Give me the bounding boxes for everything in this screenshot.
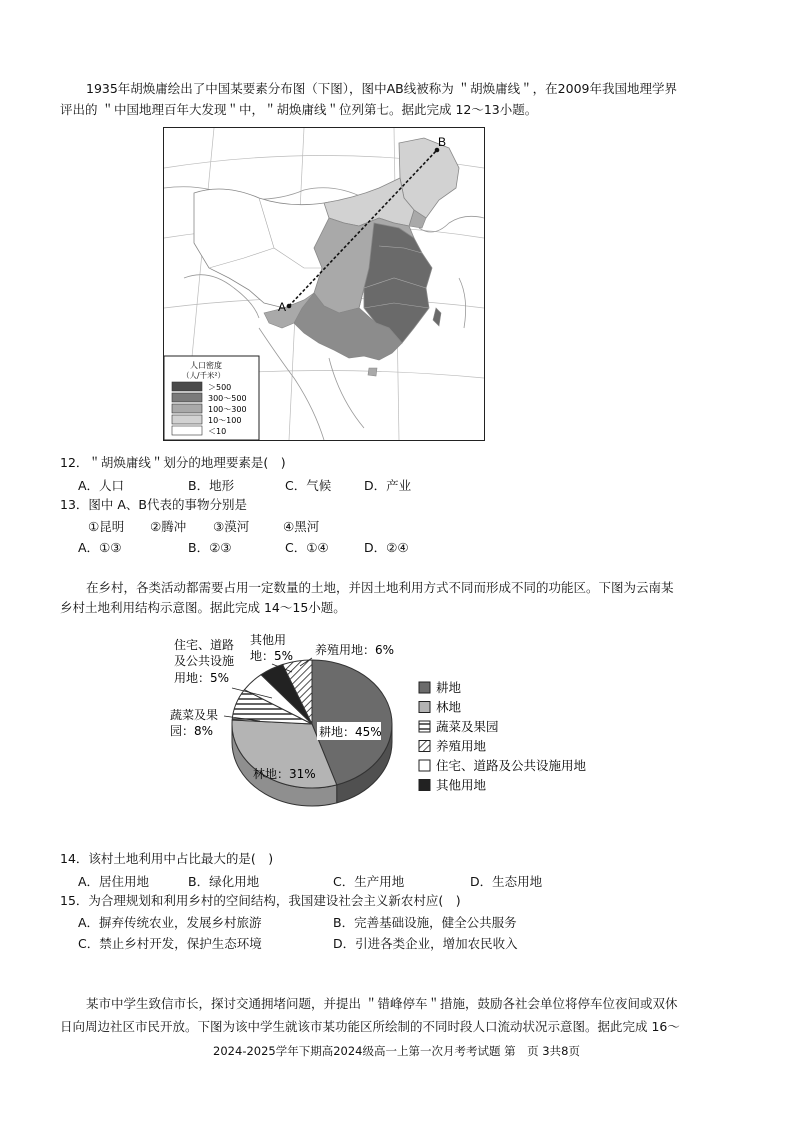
pie-legend-swatch-2 <box>419 721 430 732</box>
intro-3-line-1: 某市中学生致信市长，探讨交通拥堵问题，并提出 ＂错峰停车＂措施，鼓励各社会单位将停车位夜间或双休 <box>86 996 678 1011</box>
legend-label-4: ＜10 <box>208 427 227 436</box>
pie-legend-label-1: 林地 <box>436 699 462 715</box>
q14-option-b[interactable]: B．绿化用地 <box>188 874 260 889</box>
label-a: A <box>278 300 287 314</box>
pie-label-forest: 林地：31% <box>253 767 316 781</box>
point-a <box>287 304 292 309</box>
intro-2-line-2: 乡村土地利用结构示意图。据此完成 14～15小题。 <box>60 600 346 615</box>
pie-legend-swatch-0 <box>419 682 430 693</box>
legend-label-1: 300～500 <box>208 394 247 403</box>
intro-3-line-2: 日向周边社区市民开放。下图为该中学生就该市某功能区所绘制的不同时段人口流动状况示意图。据此完成 16～ <box>60 1019 680 1034</box>
q13-item-3: ③漠河 <box>213 519 250 534</box>
pie-legend-label-4: 住宅、道路及公共设施用地 <box>436 758 587 773</box>
map-region-north <box>324 178 414 226</box>
q13-option-c[interactable]: C．①④ <box>285 540 329 555</box>
pie-label-farm: 耕地：45% <box>319 725 382 739</box>
pie-legend-swatch-1 <box>419 702 430 713</box>
pie-label-other-l2: 地：5% <box>250 649 294 663</box>
legend-unit: （人/千米²） <box>182 371 226 380</box>
intro-1-line-1: 1935年胡焕庸绘出了中国某要素分布图（下图），图中AB线被称为 ＂胡焕庸线＂，在2009年我国地理学界 <box>86 81 677 96</box>
q12-option-a[interactable]: A．人口 <box>78 478 125 493</box>
q14-option-a[interactable]: A．居住用地 <box>78 874 150 889</box>
legend-label-2: 100～300 <box>208 405 247 414</box>
legend-swatch-1 <box>172 393 202 402</box>
q15-stem: 15．为合理规划和利用乡村的空间结构，我国建设社会主义新农村应( ) <box>60 893 461 908</box>
map-svg <box>164 128 484 440</box>
q15-option-d[interactable]: D．引进各类企业，增加农民收入 <box>333 936 518 951</box>
intro-2-line-1: 在乡村，各类活动都需要占用一定数量的土地，并因土地利用方式不同而形成不同的功能区。下图为云南某 <box>86 580 674 595</box>
pie-label-breed: 养殖用地：6% <box>315 643 395 657</box>
q15-option-a[interactable]: A．摒弃传统农业，发展乡村旅游 <box>78 915 262 930</box>
q13-option-a[interactable]: A．①③ <box>78 540 122 555</box>
q15-option-c[interactable]: C．禁止乡村开发，保护生态环境 <box>78 936 262 951</box>
pie-label-other-l1: 其他用 <box>250 633 287 647</box>
q13-stem: 13．图中 A、B代表的事物分别是 <box>60 497 248 512</box>
page-footer: 2024-2025学年下期高2024级高一上第一次月考考试题 第 页 3共8页 <box>213 1044 580 1058</box>
pie-svg <box>160 632 600 832</box>
pie-label-veg-l1: 蔬菜及果 <box>170 708 219 722</box>
pie-legend-label-0: 耕地 <box>436 680 462 695</box>
pie-label-res-l3: 用地：5% <box>174 671 230 685</box>
q12-option-b[interactable]: B．地形 <box>188 478 235 493</box>
legend-swatch-0 <box>172 382 202 391</box>
q12-option-d[interactable]: D．产业 <box>364 478 412 493</box>
q13-item-1: ①昆明 <box>88 519 125 534</box>
q13-item-2: ②腾冲 <box>150 519 187 534</box>
land-use-pie-chart <box>160 632 600 832</box>
label-b: B <box>438 135 447 149</box>
q14-stem: 14．该村土地利用中占比最大的是( ) <box>60 851 274 866</box>
pie-legend-swatch-4 <box>419 760 430 771</box>
pie-label-res-l1: 住宅、道路 <box>174 638 235 652</box>
intro-1-line-2: 评出的 ＂中国地理百年大发现＂中，＂胡焕庸线＂位列第七。据此完成 12～13小题。 <box>60 102 538 117</box>
pie-legend-swatch-3 <box>419 741 430 752</box>
legend-swatch-2 <box>172 404 202 413</box>
pie-label-res-l2: 及公共设施 <box>174 654 235 668</box>
q13-item-4: ④黑河 <box>283 519 320 534</box>
population-density-map <box>163 127 485 441</box>
q12-option-c[interactable]: C．气候 <box>285 478 332 493</box>
legend-swatch-3 <box>172 415 202 424</box>
q15-option-b[interactable]: B．完善基础设施，健全公共服务 <box>333 915 517 930</box>
pie-legend-swatch-5 <box>419 780 430 791</box>
legend-label-3: 10～100 <box>208 416 242 425</box>
pie-legend-label-2: 蔬菜及果园 <box>436 719 499 734</box>
q13-option-b[interactable]: B．②③ <box>188 540 232 555</box>
legend-label-0: ＞500 <box>208 383 232 392</box>
q14-option-c[interactable]: C．生产用地 <box>333 874 405 889</box>
q12-stem: 12．＂胡焕庸线＂划分的地理要素是( ) <box>60 455 286 470</box>
legend-swatch-4 <box>172 426 202 435</box>
q13-option-d[interactable]: D．②④ <box>364 540 409 555</box>
legend-title: 人口密度 <box>190 361 222 370</box>
pie-label-veg-l2: 园：8% <box>170 724 214 738</box>
map-taiwan <box>433 308 441 326</box>
pie-legend-label-3: 养殖用地 <box>436 738 487 754</box>
q14-option-d[interactable]: D．生态用地 <box>470 874 543 889</box>
map-hainan <box>368 368 377 376</box>
pie-legend-label-5: 其他用地 <box>436 777 487 793</box>
